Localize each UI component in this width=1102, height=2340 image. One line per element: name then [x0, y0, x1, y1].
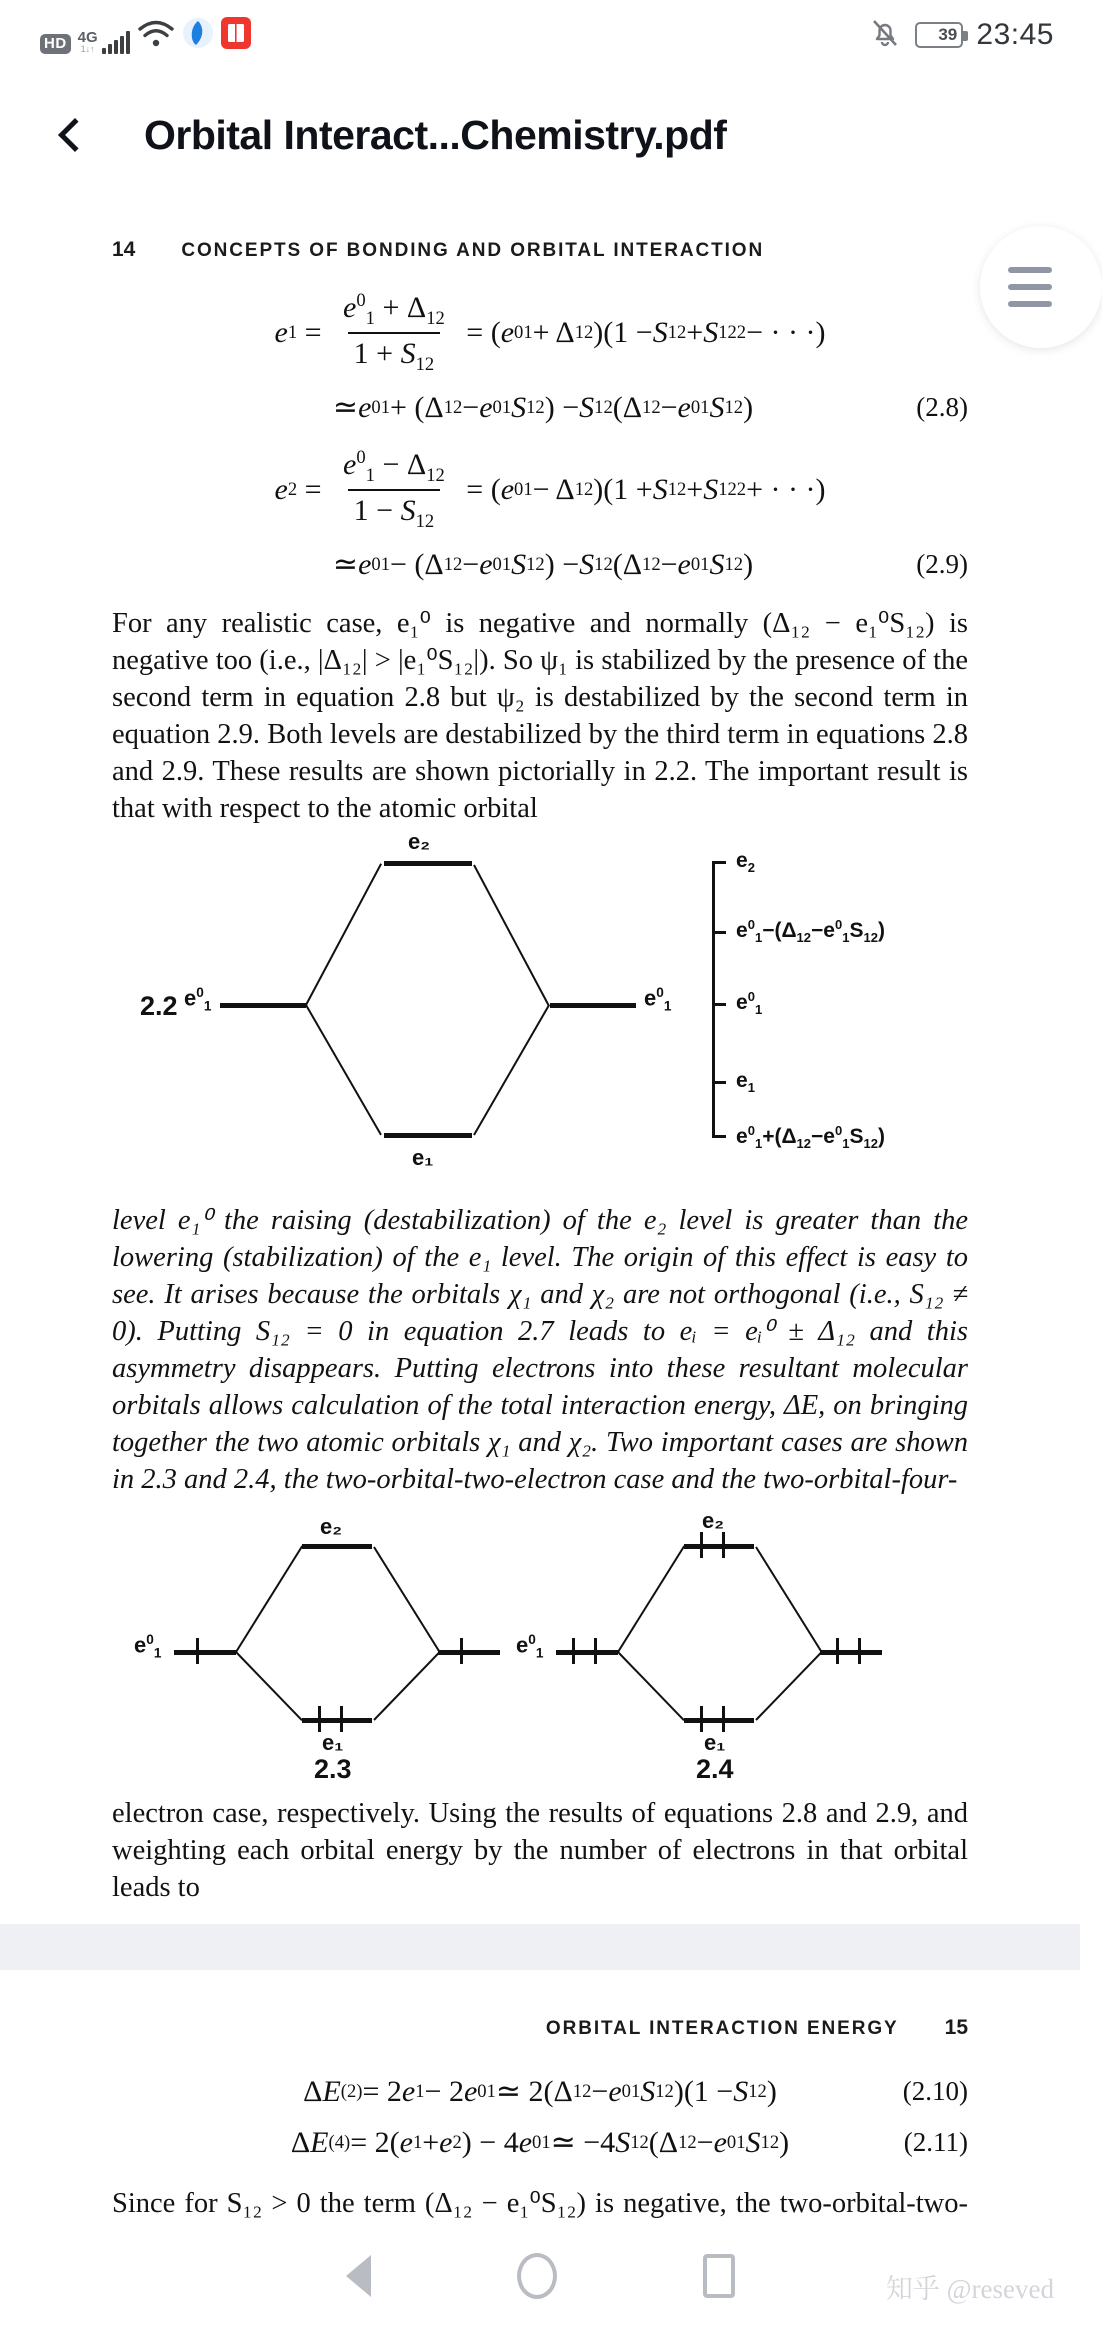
signal-bars-icon	[102, 29, 130, 54]
scale-label-e1-zero: $e^0_1$	[736, 989, 763, 1018]
figure-2-2-right-level-label: $e^0_1$	[644, 985, 672, 1014]
page-separator	[0, 1924, 1080, 1970]
figure-2-4-label: 2.4	[696, 1754, 734, 1784]
figure-2-3-upper-level-label: e₂	[320, 1514, 343, 1539]
back-button[interactable]	[40, 100, 110, 170]
figure-2-2-lower-level-label: e₁	[412, 1145, 434, 1170]
figure-2-4-leg	[755, 1651, 822, 1721]
page-15-head-text: ORBITAL INTERACTION ENERGY	[545, 2018, 899, 2039]
electron-tick	[722, 1532, 725, 1558]
electron-tick	[858, 1638, 861, 1664]
figure-2-2	[112, 829, 968, 1183]
figure-2-3-right-level	[438, 1650, 500, 1655]
figure-2-4-left-level-label: $e^0_1$	[516, 1632, 544, 1661]
figure-2-2-leg	[473, 865, 550, 1007]
figure-2-3-leg	[235, 1651, 302, 1721]
watermark: 知乎 @reseved	[885, 2274, 1054, 2304]
figure-2-4-lower-level	[684, 1718, 754, 1723]
equation-2-10-number: (2.10)	[902, 2076, 968, 2106]
scale-tick	[712, 931, 726, 934]
page-14-paragraph-3: electron case, respectively. Using the results of equations 2.8 and 2.9, and weighting each orbital energy by the number of electrons in that orbital leads to	[112, 1798, 968, 1903]
status-bar-left-icons	[40, 17, 251, 54]
electron-tick	[594, 1638, 597, 1664]
figure-2-2-right-level	[550, 1003, 636, 1008]
figure-2-3-leg	[373, 1546, 441, 1653]
status-bar	[0, 0, 1080, 70]
browser-icon	[182, 17, 214, 54]
scale-label-e1-plus: $e^0_1+(\Delta_{12}-e^0_1S_{12})$	[736, 1123, 885, 1152]
figure-2-2-lower-level	[384, 1133, 472, 1138]
wifi-icon	[137, 19, 175, 54]
figure-2-4-right-level	[820, 1650, 882, 1655]
bell-muted-icon	[868, 16, 902, 55]
figure-2-3-leg	[235, 1545, 303, 1652]
figure-2-3-label: 2.3	[314, 1754, 352, 1784]
document-viewer[interactable]	[0, 200, 1080, 2219]
battery-icon: 39	[915, 22, 963, 48]
equation-2-11-number: (2.11)	[903, 2127, 968, 2157]
figure-2-2-leg	[473, 1005, 550, 1136]
nav-back-icon[interactable]	[346, 2255, 371, 2297]
figure-2-4-left-level	[556, 1650, 618, 1655]
equation-2-9-number: (2.9)	[916, 549, 968, 579]
scale-tick	[712, 1081, 726, 1084]
equation-2-11: Δ E (4) = 2( e 1 + e 2 ) − 4 e 0 1 ≃ −4 S 12 (Δ 12 − e 0 1 S 12 ) (2.11)	[290, 2125, 968, 2159]
figure-2-2-leg	[305, 1005, 382, 1136]
figure-2-3-lower-level-label: e₁	[322, 1730, 344, 1755]
electron-tick	[318, 1706, 321, 1732]
nav-recents-icon[interactable]	[703, 2254, 735, 2298]
electron-tick	[700, 1532, 703, 1558]
figure-2-2-left-level-label: $e^0_1$	[184, 985, 212, 1014]
figure-2-2-leg	[305, 863, 382, 1005]
figure-2-3-leg	[373, 1651, 440, 1721]
equation-2-9: e 2 = $\frac{e^0_1 - \Delta_{12}}{1 - S_{12}}$ = ( e 0 1 − Δ 12 )(1 + S 12 + S 12 2 + · · ·) ≃ e 0 1 − (Δ 12 − e 0 1 S 12 ) − S 12 (Δ 12 − e 0 1 S 12 ) (2.9)	[274, 447, 968, 581]
figure-2-2-left-level	[220, 1003, 306, 1008]
scale-tick	[712, 861, 726, 864]
figure-2-3-left-level-label: $e^0_1$	[134, 1632, 162, 1661]
equation-2-8-number: (2.8)	[916, 392, 968, 422]
page-title: Orbital Interact...Chemistry.pdf	[144, 111, 727, 158]
page-15-running-head	[112, 1970, 968, 2040]
electron-tick	[572, 1638, 575, 1664]
page-15-paragraph-1: Since for S₁₂ > 0 the term (Δ₁₂ − e₁⁰S₁₂) is negative, the two-orbital-two-	[112, 2188, 968, 2219]
electron-tick	[460, 1638, 463, 1664]
electron-tick	[700, 1706, 703, 1732]
page-14-folio: 14	[112, 238, 136, 261]
electron-tick	[340, 1706, 343, 1732]
figure-2-2-upper-level	[384, 861, 472, 866]
equation-2-10: Δ E (2) = 2 e 1 − 2 e 0 1 ≃ 2(Δ 12 − e 0 1 S 12 )(1 − S 12 ) (2.10)	[303, 2074, 968, 2108]
android-nav-bar	[0, 2222, 1080, 2330]
figure-2-3-upper-level	[302, 1544, 372, 1549]
page-14-head-text: CONCEPTS OF BONDING AND ORBITAL INTERACTION	[181, 240, 765, 261]
figure-2-3-lower-level	[302, 1718, 372, 1723]
figures-2-3-and-2-4	[112, 1508, 968, 1784]
electron-tick	[196, 1638, 199, 1664]
figure-2-4-leg	[617, 1545, 685, 1652]
equation-2-8: e 1 = $\frac{e^0_1 + \Delta_{12}}{1 + S_{12}}$ = ( e 0 1 + Δ 12 )(1 − S 12 + S 12 2 − · · ·) ≃ e 0 1 + (Δ 12 − e 0 1 S 12 ) − S 12 (Δ 12 − e 0 1 S 12 ) (2.8)	[274, 290, 968, 424]
scale-label-e1: $e_1$	[736, 1069, 755, 1096]
electron-tick	[722, 1706, 725, 1732]
figure-2-2-energy-scale	[712, 861, 715, 1137]
page-14-paragraph-2: level e₁⁰ the raising (destabilization) of the e₂ level is greater than the lowering (stabilization) of the e₁ level. The origin of this effect is easy to see. It arises because the orbitals χ₁ and χ₂ are not orthogonal (i.e., S₁₂ ≠ 0). Putting S₁₂ = 0 in equation 2.7 leads to eᵢ = eᵢ⁰ ± Δ₁₂ and this asymmetry disappears. Putting electrons into these resultant molecular orbitals allows calculation of the total interaction energy, ΔE, on bringing together the two atomic orbitals χ₁ and χ₂. Two important cases are shown in 2.3 and 2.4, the two-orbital-two-electron case and the two-orbital-four-	[112, 1205, 968, 1495]
figure-2-2-upper-level-label: e₂	[408, 829, 431, 854]
status-bar-right-icons	[868, 16, 1054, 55]
page-14-paragraph-1: For any realistic case, e₁⁰ is negative and normally (Δ₁₂ − e₁⁰S₁₂) is negative too (i.e., |Δ₁₂| > |e₁⁰S₁₂|). So ψ₁ is stabilized by the presence of the second term in equation 2.8 but ψ₂ is destabilized by the second term in equation 2.9. Both levels are destabilized by the third term in equations 2.8 and 2.9. These results are shown pictorially in 2.2. The important result is that with respect to the atomic orbital	[112, 608, 968, 824]
pdf-page-14	[0, 200, 1080, 1924]
scale-label-e1-minus: $e^0_1-(\Delta_{12}-e^0_1S_{12})$	[736, 917, 885, 946]
figure-2-4-lower-level-label: e₁	[704, 1730, 726, 1755]
network-type-label: 4G 1↓↑	[77, 28, 98, 54]
scale-tick	[712, 1135, 726, 1138]
nav-home-icon[interactable]	[517, 2253, 557, 2299]
figure-2-2-label: 2.2	[140, 991, 178, 1021]
app-bar	[0, 70, 1080, 200]
figure-2-4-upper-level-label: e₂	[702, 1508, 725, 1533]
page-15-folio: 15	[944, 2016, 968, 2039]
figure-2-4-leg	[617, 1651, 684, 1721]
signal-icon	[78, 29, 130, 54]
scale-label-e2: $e_2$	[736, 849, 755, 876]
figure-2-4-upper-level	[684, 1544, 754, 1549]
hd-icon: HD	[40, 34, 71, 54]
page-14-running-head	[112, 200, 968, 262]
figure-2-3-left-level	[174, 1650, 236, 1655]
electron-tick	[836, 1638, 839, 1664]
figure-2-4-leg	[755, 1546, 823, 1653]
hamburger-menu-icon[interactable]	[980, 226, 1102, 348]
status-bar-clock: 23:45	[976, 18, 1054, 51]
scale-tick	[712, 1003, 726, 1006]
reader-app-icon	[221, 17, 251, 54]
chevron-left-icon	[58, 118, 92, 152]
